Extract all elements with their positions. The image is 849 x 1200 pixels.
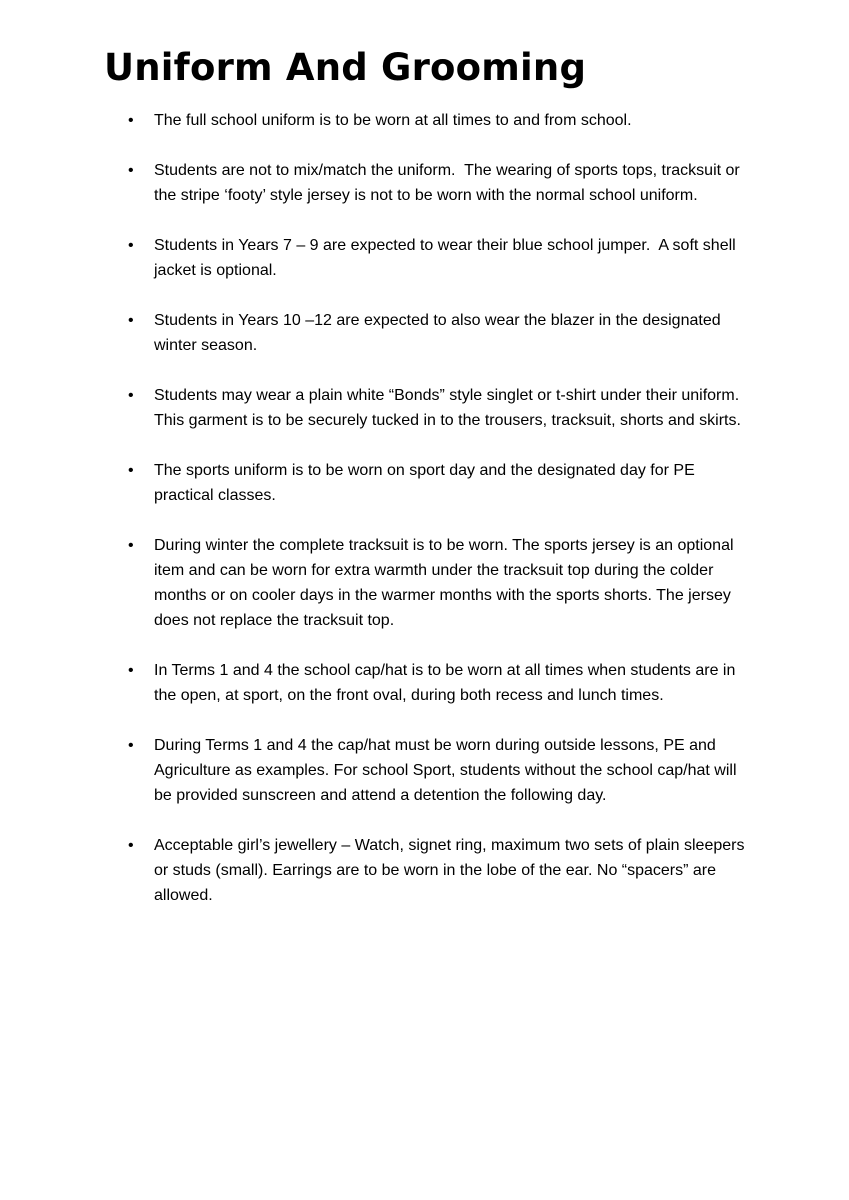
bullet-icon: • bbox=[128, 112, 134, 129]
list-item bbox=[128, 383, 748, 433]
list-item bbox=[128, 833, 748, 908]
list-item bbox=[128, 158, 748, 208]
list-item bbox=[128, 108, 748, 133]
bullet-icon: • bbox=[128, 737, 134, 754]
bullet-icon: • bbox=[128, 537, 134, 554]
list-item bbox=[128, 658, 748, 708]
bullet-icon: • bbox=[128, 387, 134, 404]
list-item bbox=[128, 533, 748, 633]
bullet-icon: • bbox=[128, 162, 134, 179]
rule-text: Students may wear a plain white “Bonds” style singlet or t-shirt under their uniform. This garment is to be securely tucked in to the trousers, tracksuit, shorts and skirts. bbox=[154, 387, 744, 429]
rule-text: During winter the complete tracksuit is to be worn. The sports jersey is an optional item and can be worn for extra warmth under the tracksuit top during the colder months or on cooler days in the warmer months with the sports shorts. The jersey does not replace the tracksuit top. bbox=[154, 537, 738, 629]
bullet-icon: • bbox=[128, 312, 134, 329]
rule-text: The sports uniform is to be worn on sport day and the designated day for PE practical classes. bbox=[154, 462, 700, 504]
list-item bbox=[128, 458, 748, 508]
list-item bbox=[128, 733, 748, 808]
rule-text: Acceptable girl’s jewellery – Watch, signet ring, maximum two sets of plain sleepers or studs (small). Earrings are to be worn in the lobe of the ear. No “spacers” are allowed. bbox=[154, 837, 749, 904]
rule-text: During Terms 1 and 4 the cap/hat must be worn during outside lessons, PE and Agriculture as examples. For school Sport, students without the school cap/hat will be provided sunscreen and attend a detention the following day. bbox=[154, 737, 741, 804]
rule-text: In Terms 1 and 4 the school cap/hat is to be worn at all times when students are in the open, at sport, on the front oval, during both recess and lunch times. bbox=[154, 662, 740, 704]
rule-text: Students in Years 10 –12 are expected to also wear the blazer in the designated winter season. bbox=[154, 312, 726, 354]
bullet-icon: • bbox=[128, 237, 134, 254]
list-item bbox=[128, 308, 748, 358]
rule-text: Students in Years 7 – 9 are expected to wear their blue school jumper. A soft shell jacket is optional. bbox=[154, 237, 741, 279]
rule-text: The full school uniform is to be worn at all times to and from school. bbox=[154, 112, 632, 129]
list-item bbox=[128, 233, 748, 283]
rule-text: Students are not to mix/match the uniform. The wearing of sports tops, tracksuit or the stripe ‘footy’ style jersey is not to be worn with the normal school uniform. bbox=[154, 162, 745, 204]
rules-list bbox=[128, 108, 748, 933]
bullet-icon: • bbox=[128, 837, 134, 854]
page-title: Uniform And Grooming bbox=[104, 46, 587, 89]
bullet-icon: • bbox=[128, 662, 134, 679]
bullet-icon: • bbox=[128, 462, 134, 479]
